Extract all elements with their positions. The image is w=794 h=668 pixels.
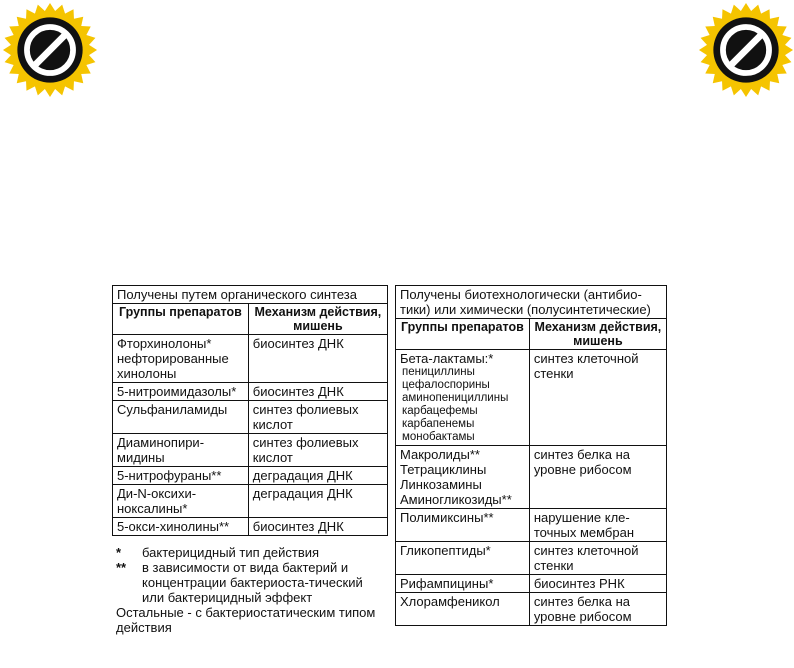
mechanism-cell: синтез белка на уровне рибосом: [529, 446, 666, 509]
subitem: карбапенемы: [402, 418, 475, 430]
mechanism-cell: деградация ДНК: [248, 485, 387, 518]
group-cell: 5-нитроимидазолы*: [113, 383, 249, 401]
subitem: карбацефемы: [402, 405, 478, 417]
table-row: [396, 509, 667, 542]
table-a-header-groups: Группы препаратов: [113, 304, 249, 335]
group-title: Макролиды**: [400, 447, 480, 462]
group-cell: [396, 446, 530, 509]
subitem: пенициллины: [402, 366, 475, 378]
subitem: Тетрациклины: [400, 462, 487, 477]
footnote-mark: *: [116, 545, 122, 560]
group-cell: Ди-N-оксихи-ноксалины*: [113, 485, 249, 518]
table-row: [396, 350, 667, 446]
table-b-caption: Получены биотехнологически (антибио-тики) или химически (полусинтетические): [396, 286, 667, 319]
group-cell: Фторхинолоны* нефторированные хинолоны: [113, 335, 249, 383]
subitem: Аминогликозиды**: [400, 492, 512, 507]
group-cell: Рифампицины*: [396, 575, 530, 593]
footnote-text: бактерицидный тип действия: [142, 545, 320, 560]
mechanism-cell: нарушение кле-точных мембран: [529, 509, 666, 542]
footnotes: [116, 545, 386, 635]
group-cell: 5-окси-хинолины**: [113, 518, 249, 536]
table-row: [396, 593, 667, 626]
table-b-header-mechanism: Механизм действия, мишень: [529, 319, 666, 350]
table-row: [396, 575, 667, 593]
table-organic-synthesis: [112, 285, 388, 536]
footnote-mark: **: [116, 560, 127, 575]
subitem: цефалоспорины: [402, 379, 490, 391]
table-row: [113, 467, 388, 485]
footnote-text: в зависимости от вида бактерий и концентрации бактериоста-тический или бактерицидный эффект: [142, 560, 363, 605]
footnote-single: [116, 545, 386, 560]
group-cell: Диаминопири-мидины: [113, 434, 249, 467]
mechanism-cell: биосинтез ДНК: [248, 335, 387, 383]
footnote-rest: Остальные - с бактериостатическим типом действия: [116, 605, 376, 635]
group-cell: Сульфаниламиды: [113, 401, 249, 434]
no-sign-icon: [698, 2, 794, 98]
table-row: [113, 485, 388, 518]
group-cell: Гликопептиды*: [396, 542, 530, 575]
subitem: аминопенициллины: [402, 392, 509, 404]
group-title: Бета-лактамы:*: [400, 351, 494, 366]
table-row: [113, 518, 388, 536]
table-a-header-mechanism: Механизм действия, мишень: [248, 304, 387, 335]
table-row: [396, 446, 667, 509]
table-row: [113, 335, 388, 383]
table-row: [396, 542, 667, 575]
table-row: [113, 401, 388, 434]
footnote-double: [116, 560, 386, 605]
table-row: [113, 383, 388, 401]
mechanism-cell: синтез фолиевых кислот: [248, 401, 387, 434]
mechanism-cell: деградация ДНК: [248, 467, 387, 485]
mechanism-cell: синтез фолиевых кислот: [248, 434, 387, 467]
table-b-header-groups: Группы препаратов: [396, 319, 530, 350]
mechanism-cell: биосинтез РНК: [529, 575, 666, 593]
subitem: Линкозамины: [400, 477, 482, 492]
table-biotech-synthesis: [395, 285, 667, 626]
no-sign-icon: [2, 2, 98, 98]
mechanism-cell: синтез клеточной стенки: [529, 350, 666, 446]
table-a-caption: Получены путем органического синтеза: [113, 286, 388, 304]
group-cell: Полимиксины**: [396, 509, 530, 542]
group-cell: [396, 350, 530, 446]
mechanism-cell: биосинтез ДНК: [248, 383, 387, 401]
mechanism-cell: синтез клеточной стенки: [529, 542, 666, 575]
mechanism-cell: синтез белка на уровне рибосом: [529, 593, 666, 626]
subitem: монобактамы: [402, 431, 475, 443]
mechanism-cell: биосинтез ДНК: [248, 518, 387, 536]
group-cell: Хлорамфеникол: [396, 593, 530, 626]
group-cell: 5-нитрофураны**: [113, 467, 249, 485]
table-row: [113, 434, 388, 467]
